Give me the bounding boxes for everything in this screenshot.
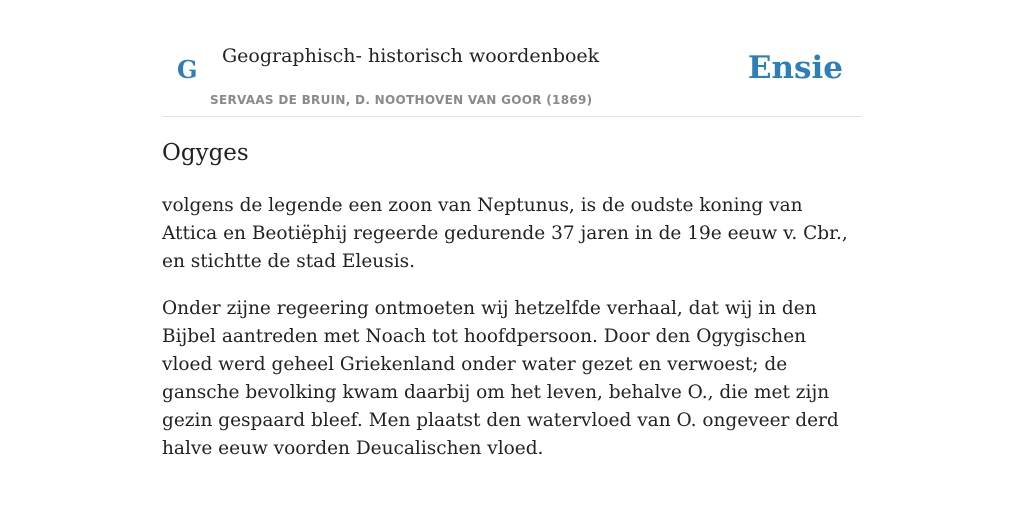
letter-index-link[interactable]: G xyxy=(177,55,198,84)
dictionary-header xyxy=(162,0,862,117)
entry-title: Ogyges xyxy=(162,140,249,166)
book-title[interactable]: Geographisch- historisch woordenboek xyxy=(222,45,600,67)
entry-body xyxy=(162,192,862,482)
entry-paragraph: Onder zijne regeering ontmoeten wij hetzelfde verhaal, dat wij in den Bijbel aantreden met Noach tot hoofdpersoon. Door den Ogygischen vloed werd geheel Griekenland onder water gezet en verwoest; de gansche bevolking kwam daarbij om het leven, behalve O., die met zijn gezin gespaard bleef. Men plaatst den watervloed van O. ongeveer derd halve eeuw voorden Deucalischen vloed. xyxy=(162,298,839,459)
page-container xyxy=(162,0,862,459)
book-authors: SERVAAS DE BRUIN, D. NOOTHOVEN VAN GOOR (1869) xyxy=(210,93,593,107)
entry-paragraph: volgens de legende een zoon van Neptunus, is de oudste koning van Attica en Beotiëphij regeerde gedurende 37 jaren in de 19e eeuw v. Cbr., en stichtte de stad Eleusis. xyxy=(162,195,848,272)
brand-logo[interactable]: Ensie xyxy=(747,50,843,86)
